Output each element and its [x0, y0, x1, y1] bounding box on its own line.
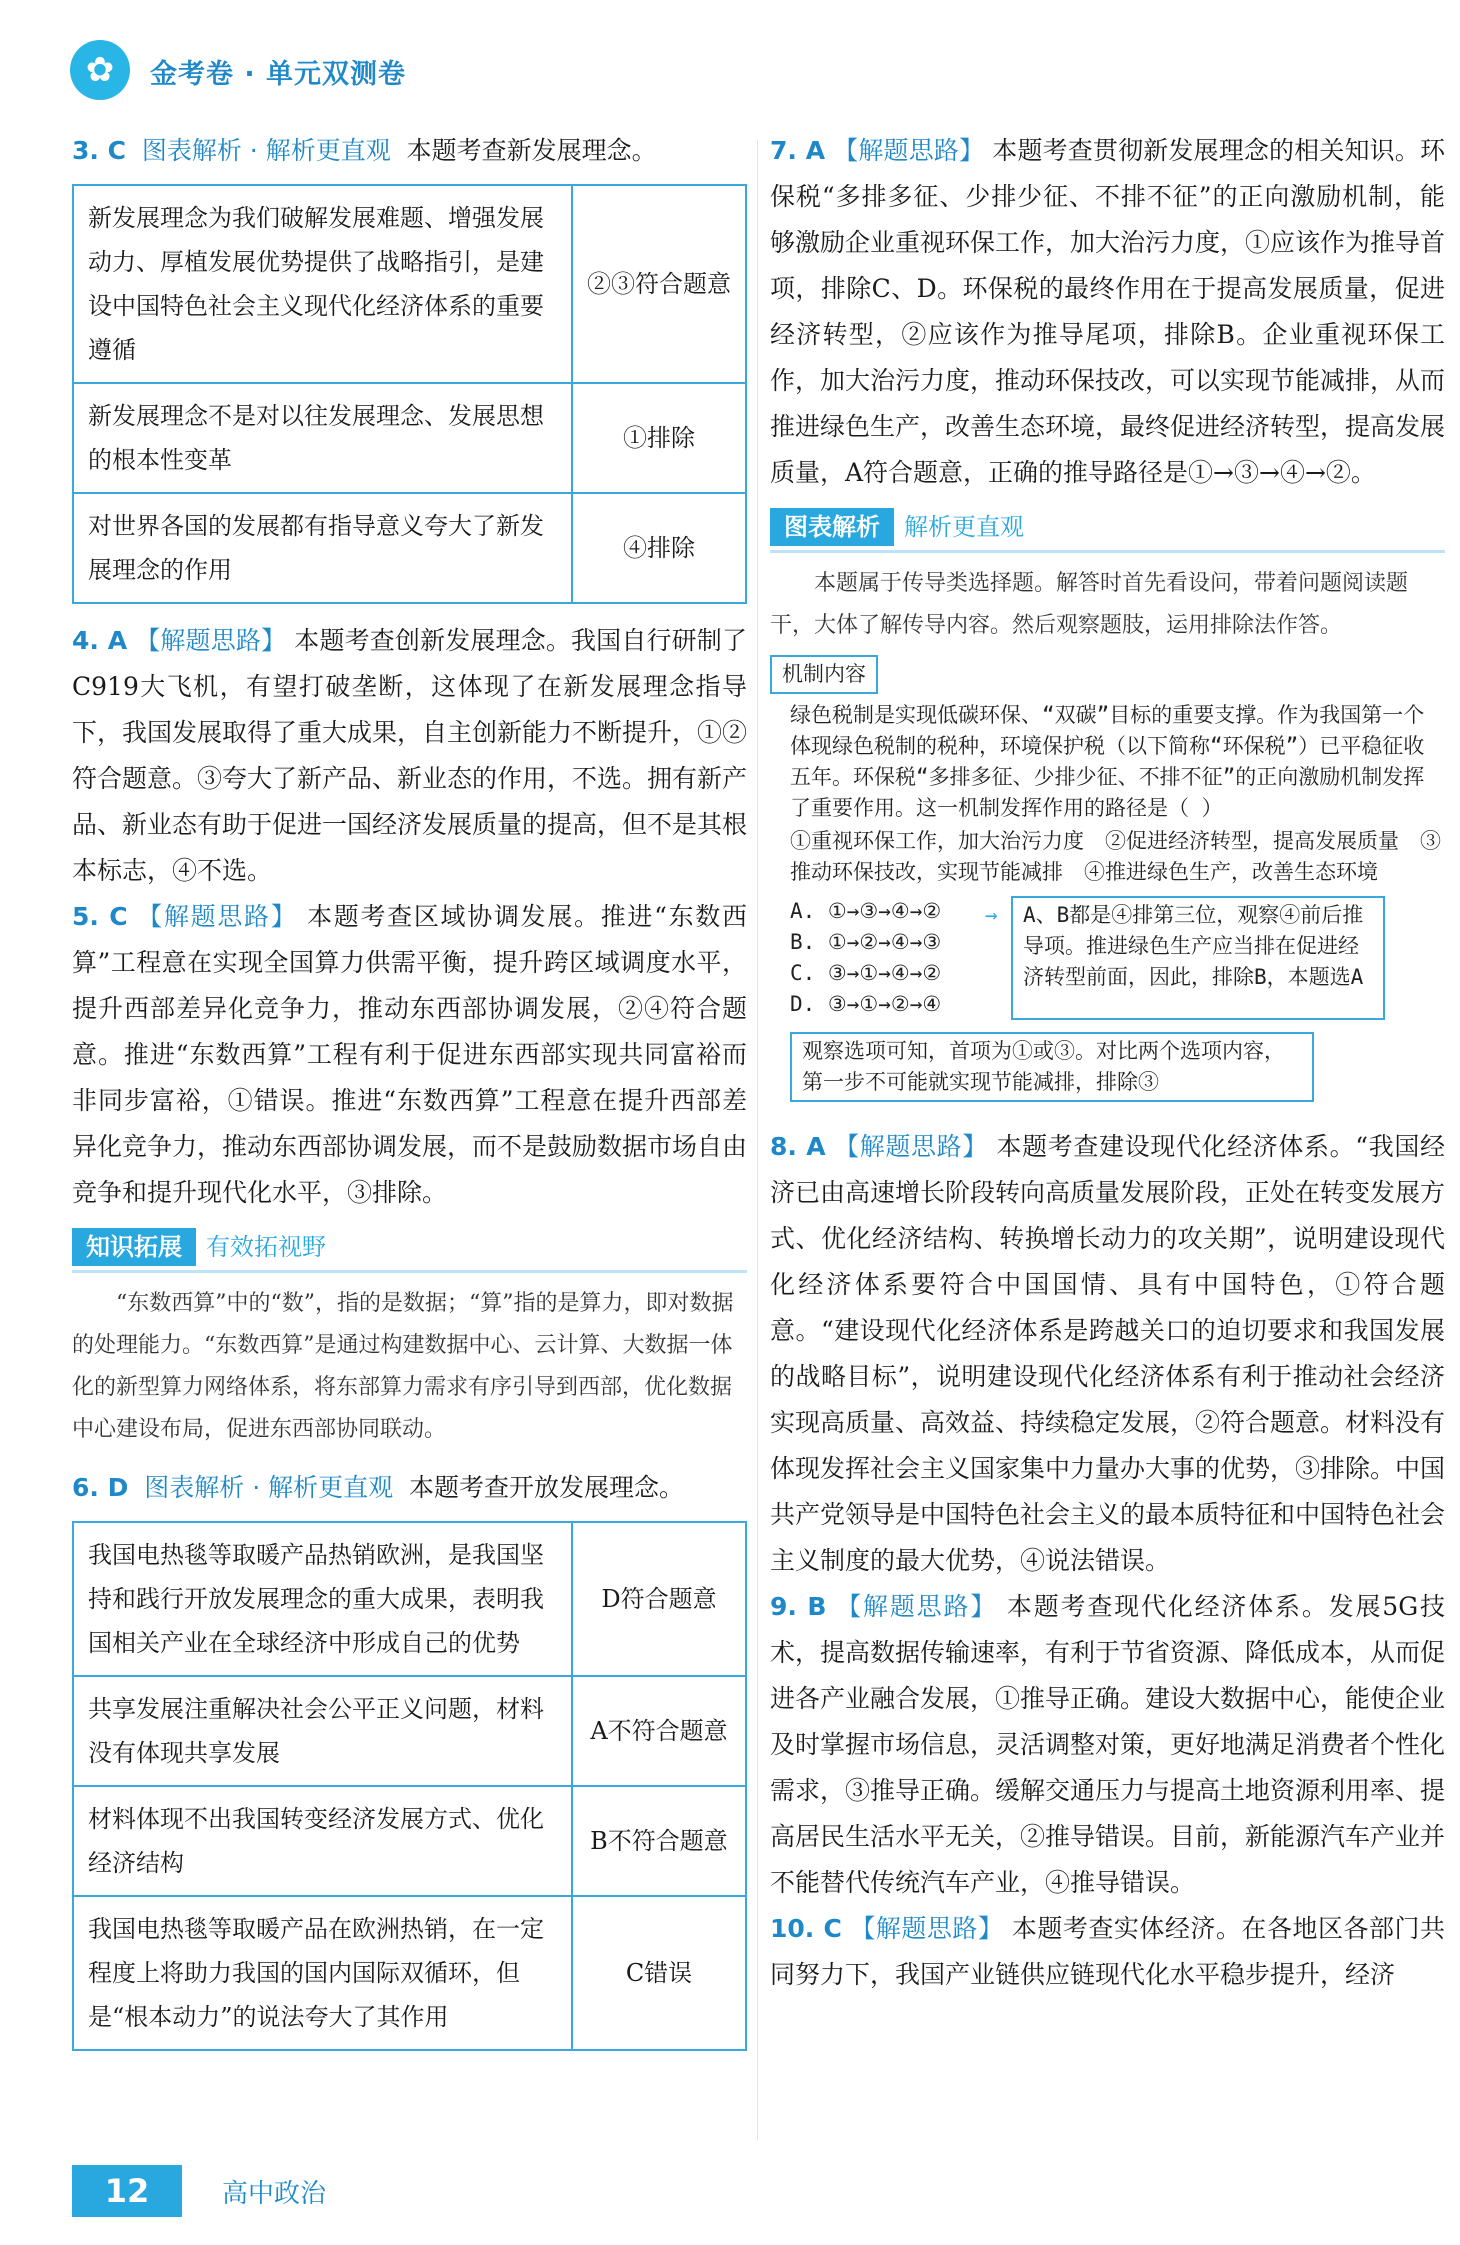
subject-label: 高中政治	[222, 2179, 327, 2209]
knowledge-text: “东数西算”中的“数”，指的是数据；“算”指的是算力，即对数据的处理能力。“东数西算”是通过构建数据中心、云计算、大数据一体化的新型算力网络体系，将东部算力需求有序引导到西部，优化数据中心建设布局，促进东西部协同联动。	[72, 1291, 734, 1442]
q6-table	[72, 1521, 747, 2051]
chart-band: 图表解析 解析更直观	[770, 504, 1445, 553]
q3-table	[72, 184, 747, 604]
analysis-note-2: 观察选项可知，首项为①或③。对比两个选项内容，第一步不可能就实现节能减排，排除③	[790, 1032, 1314, 1102]
table-row: 新发展理念不是对以往发展理念、发展思想的根本性变革 ①排除	[73, 383, 746, 493]
q7-answer: 7. A 【解题思路】 本题考查贯彻新发展理念的相关知识。环保税“多排多征、少排少征、不排不征”的正向激励机制，能够激励企业重视环保工作，加大治污力度，①应该作为推导首项，排除C、D。环保税的最终作用在于提高发展质量，促进经济转型，②应该作为推导尾项，排除B。企业重视环保工作，加大治污力度，推动环保技改，可以实现节能减排，从而推进绿色生产，改善生态环境，最终促进经济转型，提高发展质量，A符合题意，正确的推导路径是①→③→④→②。	[770, 136, 1446, 487]
option-a: A. ①→③→④→②	[790, 899, 942, 923]
table-row: 对世界各国的发展都有指导意义夸大了新发展理念的作用 ④排除	[73, 493, 746, 603]
right-column	[770, 128, 1445, 1998]
q4-answer: 4. A 【解题思路】 本题考查创新发展理念。我国自行研制了C919大飞机，有望打破垄断，这体现了在新发展理念指导下，我国发展取得了重大成果，自主创新能力不断提升，①②符合题意。③夸大了新产品、新业态的作用，不选。拥有新产品、新业态有助于促进一国经济发展质量的提高，但不是其根本标志，④不选。	[72, 626, 748, 885]
table-row: 材料体现不出我国转变经济发展方式、优化经济结构 B不符合题意	[73, 1786, 746, 1896]
header-title: 金考卷 · 单元双测卷	[150, 59, 407, 90]
chart-illustration	[770, 655, 1445, 1102]
option-list	[770, 896, 985, 1020]
question-items: ①重视环保工作，加大治污力度 ②促进经济转型，提高发展质量 ③推动环保技改，实现节能减排 ④推进绿色生产，改善生态环境	[790, 829, 1441, 884]
chart-intro: 本题属于传导类选择题。解答时首先看设问，带着问题阅读题干，大体了解传导内容。然后观察题肢，运用排除法作答。	[770, 571, 1409, 638]
q3-heading: 3. C 图表解析 · 解析更直观 本题考查新发展理念。	[72, 136, 657, 165]
logo-icon: ✿	[70, 40, 130, 100]
q10-answer: 10. C 【解题思路】 本题考查实体经济。在各地区各部门共同努力下，我国产业链供应链现代化水平稳步提升，经济	[770, 1914, 1446, 1989]
analysis-note-1: A、B都是④排第三位，观察④前后推导项。推进绿色生产应当排在促进经济转型前面，因此，排除B，本题选A	[1011, 896, 1385, 1020]
option-d: D. ③→①→②→④	[790, 992, 942, 1016]
table-row: 新发展理念为我们破解发展难题、增强发展动力、厚植发展优势提供了战略指引，是建设中国特色社会主义现代化经济体系的重要遵循 ②③符合题意	[73, 185, 746, 383]
q6-heading: 6. D 图表解析 · 解析更直观 本题考查开放发展理念。	[72, 1473, 685, 1502]
knowledge-band: 知识拓展 有效拓视野	[72, 1224, 747, 1273]
mechanism-label: 机制内容	[770, 655, 878, 694]
option-b: B. ①→②→④→③	[790, 930, 942, 954]
column-divider	[757, 140, 758, 2140]
q8-answer: 8. A 【解题思路】 本题考查建设现代化经济体系。“我国经济已由高速增长阶段转向高质量发展阶段，正处在转变发展方式、优化经济结构、转换增长动力的攻关期”，说明建设现代化经济体系要符合中国国情、具有中国特色，①符合题意。“建设现代化经济体系是跨越关口的迫切要求和我国发展的战略目标”，说明建设现代化经济体系有利于推动社会经济实现高质量、高效益、持续稳定发展，②符合题意。材料没有体现发挥社会主义国家集中力量办大事的优势，③排除。中国共产党领导是中国特色社会主义的最本质特征和中国特色社会主义制度的最大优势，④说法错误。	[770, 1132, 1446, 1575]
table-row: 共享发展注重解决社会公平正义问题，材料没有体现共享发展 A不符合题意	[73, 1676, 746, 1786]
arrow-icon: →	[985, 903, 998, 927]
q5-answer: 5. C 【解题思路】 本题考查区域协调发展。推进“东数西算”工程意在实现全国算力供需平衡，提升跨区域调度水平，提升西部差异化竞争力，推动东西部协调发展，②④符合题意。推进“东数西算”工程有利于促进东西部实现共同富裕而非同步富裕，①错误。推进“东数西算”工程意在提升西部差异化竞争力，推动东西部协调发展，而不是鼓励数据市场自由竞争和提升现代化水平，③排除。	[72, 902, 748, 1207]
question-stem: 绿色税制是实现低碳环保、“双碳”目标的重要支撑。作为我国第一个体现绿色税制的税种，环境保护税（以下简称“环保税”）已平稳征收五年。环保税“多排多征、少排少征、不排不征”的正向激励机制发挥了重要作用。这一机制发挥作用的路径是（ ）	[790, 703, 1425, 820]
table-row: 我国电热毯等取暖产品在欧洲热销，在一定程度上将助力我国的国内国际双循环，但是“根本动力”的说法夸大了其作用 C错误	[73, 1896, 746, 2050]
table-row: 我国电热毯等取暖产品热销欧洲，是我国坚持和践行开放发展理念的重大成果，表明我国相关产业在全球经济中形成自己的优势 D符合题意	[73, 1522, 746, 1676]
option-c: C. ③→①→④→②	[790, 961, 942, 985]
left-column	[72, 128, 747, 2065]
q9-answer: 9. B 【解题思路】 本题考查现代化经济体系。发展5G技术，提高数据传输速率，有利于节省资源、降低成本，从而促进各产业融合发展，①推导正确。建设大数据中心，能使企业及时掌握市场信息，灵活调整对策，更好地满足消费者个性化需求，③推导正确。缓解交通压力与提高土地资源利用率、提高居民生活水平无关，②推导错误。目前，新能源汽车产业并不能替代传统汽车产业，④推导错误。	[770, 1592, 1446, 1897]
page-number: 12	[72, 2165, 182, 2217]
